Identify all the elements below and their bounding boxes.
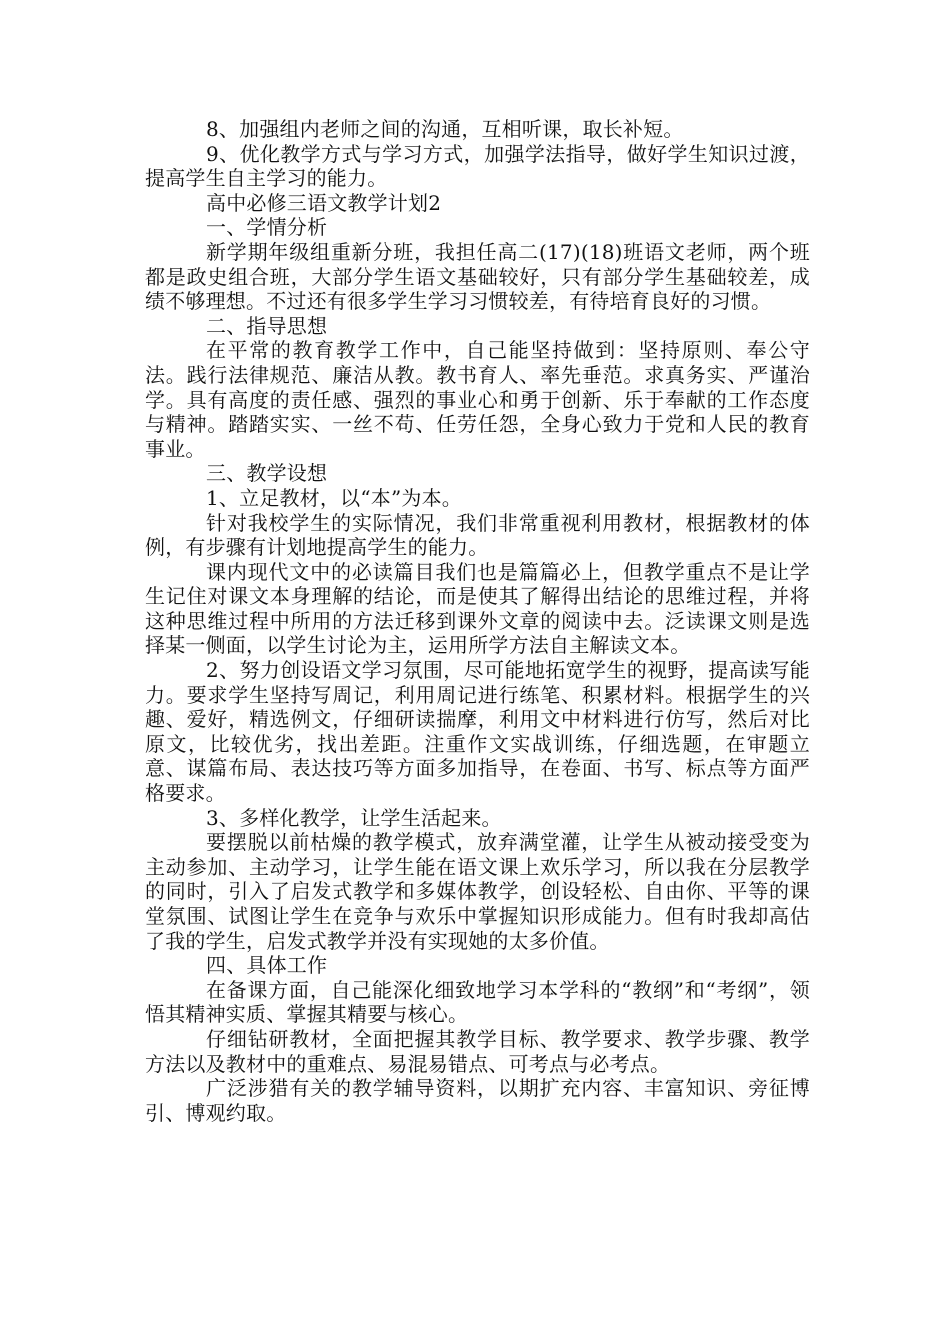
section-heading-2: 二、指导思想 (206, 313, 328, 338)
paragraph-item-8: 8、加强组内老师之间的沟通，互相听课，取长补短。 (206, 117, 684, 141)
document-title: 高中必修三语文教学计划2 (206, 190, 442, 215)
body-paragraph: 新学期年级组重新分班，我担任高二(17)(18)班语文老师，两个班都是政史组合班，大部分学生语文基础较好，只有部分学生基础较差，成绩不够理想。不过还有很多学生学习习惯较差，有待培育良好的习惯。 (145, 239, 810, 314)
sub-heading-1: 1、立足教材，以“本”为本。 (206, 485, 462, 510)
body-paragraph: 仔细钻研教材，全面把握其教学目标、教学要求、教学步骤、教学方法以及教材中的重难点、易混易错点、可考点与必考点。 (145, 1026, 810, 1076)
sub-item-2: 2、努力创设语文学习氛围，尽可能地拓宽学生的视野，提高读写能力。要求学生坚持写周记，利用周记进行练笔、积累材料。根据学生的兴趣、爱好，精选例文，仔细研读揣摩，利用文中材料进行仿写，然后对比原文，比较优劣，找出差距。注重作文实战训练，仔细选题，在审题立意、谋篇布局、表达技巧等方面多加指导，在卷面、书写、标点等方面严格要求。 (145, 658, 810, 806)
body-paragraph: 要摆脱以前枯燥的教学模式，放弃满堂灌，让学生从被动接受变为主动参加、主动学习，让学生能在语文课上欢乐学习，所以我在分层教学的同时，引入了启发式教学和多媒体教学，创设轻松、自由你、平等的课堂氛围、试图让学生在竞争与欢乐中掌握知识形成能力。但有时我却高估了我的学生，启发式教学并没有实现她的太多价值。 (145, 830, 810, 953)
section-heading-3: 三、教学设想 (206, 461, 328, 486)
body-paragraph: 课内现代文中的必读篇目我们也是篇篇必上，但教学重点不是让学生记住对课文本身理解的结论，而是使其了解得出结论的思维过程，并将这种思维过程中所用的方法迁移到课外文章的阅读中去。泛读课文则是选择某一侧面，以学生讨论为主，运用所学方法自主解读文本。 (145, 559, 810, 658)
body-paragraph: 在备课方面，自己能深化细致地学习本学科的“教纲”和“考纲”，领悟其精神实质、掌握其精要与核心。 (145, 977, 810, 1027)
section-heading-1: 一、学情分析 (206, 215, 328, 240)
body-paragraph: 在平常的教育教学工作中，自己能坚持做到：坚持原则、奉公守法。践行法律规范、廉洁从教。教书育人、率先垂范。求真务实、严谨治学。具有高度的责任感、强烈的事业心和勇于创新、乐于奉献的工作态度与精神。踏踏实实、一丝不苟、任劳任怨，全身心致力于党和人民的教育事业。 (145, 338, 810, 461)
section-heading-4: 四、具体工作 (206, 953, 328, 978)
body-paragraph: 广泛涉猎有关的教学辅导资料，以期扩充内容、丰富知识、旁征博引、博观约取。 (145, 1076, 810, 1125)
sub-heading-3: 3、多样化教学，让学生活起来。 (206, 805, 502, 830)
body-paragraph: 针对我校学生的实际情况，我们非常重视利用教材，根据教材的体例，有步骤有计划地提高学生的能力。 (145, 510, 810, 560)
document-body (145, 117, 810, 1125)
paragraph-item-9: 9、优化教学方式与学习方式，加强学法指导，做好学生知识过渡，提高学生自主学习的能力。 (145, 141, 810, 191)
